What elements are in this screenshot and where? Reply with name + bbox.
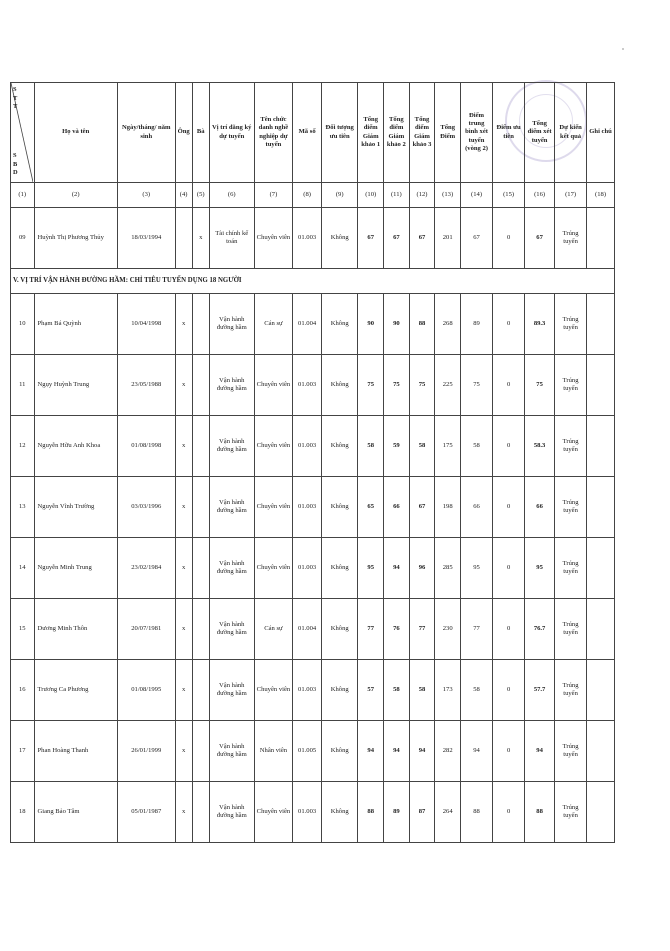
- col-header-title: Tên chức danh nghề nghiệp dự tuyển: [254, 83, 292, 183]
- cell-dob: 18/03/1994: [117, 208, 175, 269]
- cell-name: Giang Bảo Tâm: [34, 782, 117, 843]
- cell-bonus: 0: [493, 599, 525, 660]
- cell-position: Vận hành đường hầm: [209, 294, 254, 355]
- cell-priority: Không: [322, 782, 358, 843]
- col-number: (6): [209, 183, 254, 208]
- cell-code: 01.003: [293, 355, 322, 416]
- col-number: (2): [34, 183, 117, 208]
- cell-name: Nguyễn Vĩnh Trường: [34, 477, 117, 538]
- cell-final: 94: [525, 721, 555, 782]
- table-row: [11, 416, 615, 477]
- cell-code: 01.003: [293, 538, 322, 599]
- col-header-dob: Ngày/tháng/ năm sinh: [117, 83, 175, 183]
- cell-position: Vận hành đường hầm: [209, 599, 254, 660]
- cell-position: Vận hành đường hầm: [209, 660, 254, 721]
- cell-priority: Không: [322, 599, 358, 660]
- col-number: (1): [11, 183, 35, 208]
- cell-stt: 16: [11, 660, 35, 721]
- cell-gk1: 75: [358, 355, 384, 416]
- cell-position: Vận hành đường hầm: [209, 416, 254, 477]
- cell-gk2: 76: [384, 599, 410, 660]
- cell-title: Nhân viên: [254, 721, 292, 782]
- cell-title: Chuyên viên: [254, 416, 292, 477]
- table-row: [11, 599, 615, 660]
- cell-code: 01.004: [293, 294, 322, 355]
- cell-note: [587, 538, 615, 599]
- cell-final: 66: [525, 477, 555, 538]
- col-header-note: Ghi chú: [587, 83, 615, 183]
- cell-result: Trúng tuyển: [555, 660, 587, 721]
- col-number: (16): [525, 183, 555, 208]
- cell-dob: 20/07/1981: [117, 599, 175, 660]
- cell-total: 282: [435, 721, 461, 782]
- cell-name: Nguyễn Hữu Anh Khoa: [34, 416, 117, 477]
- table-row: [11, 208, 615, 269]
- cell-female: [192, 660, 209, 721]
- cell-gk1: 65: [358, 477, 384, 538]
- cell-name: Phạm Bá Quỳnh: [34, 294, 117, 355]
- cell-position: Vận hành đường hầm: [209, 355, 254, 416]
- sbd-label: S B D: [13, 152, 18, 177]
- cell-note: [587, 355, 615, 416]
- cell-dob: 05/01/1987: [117, 782, 175, 843]
- cell-total: 175: [435, 416, 461, 477]
- cell-title: Chuyên viên: [254, 355, 292, 416]
- results-sheet: [10, 82, 615, 843]
- cell-avg: 67: [461, 208, 493, 269]
- cell-male: x: [175, 538, 192, 599]
- cell-note: [587, 782, 615, 843]
- section-title: V. VỊ TRÍ VẬN HÀNH ĐƯỜNG HẦM: CHỈ TIÊU TUYỂN DỤNG 18 NGƯỜI: [11, 269, 615, 294]
- col-header-priority: Đối tượng ưu tiên: [322, 83, 358, 183]
- cell-bonus: 0: [493, 721, 525, 782]
- cell-female: [192, 416, 209, 477]
- cell-dob: 23/05/1988: [117, 355, 175, 416]
- cell-gk1: 67: [358, 208, 384, 269]
- cell-avg: 88: [461, 782, 493, 843]
- col-header-avg: Điểm trung bình xét tuyển (vòng 2): [461, 83, 493, 183]
- cell-title: Cán sự: [254, 294, 292, 355]
- column-number-row: [11, 183, 615, 208]
- cell-female: [192, 599, 209, 660]
- cell-dob: 23/02/1984: [117, 538, 175, 599]
- col-header-result: Dự kiến kết quả: [555, 83, 587, 183]
- cell-result: Trúng tuyển: [555, 294, 587, 355]
- col-number: (7): [254, 183, 292, 208]
- cell-priority: Không: [322, 294, 358, 355]
- cell-female: [192, 538, 209, 599]
- stt-sbd-header: [11, 83, 35, 183]
- col-number: (15): [493, 183, 525, 208]
- cell-note: [587, 477, 615, 538]
- cell-stt: 14: [11, 538, 35, 599]
- cell-total: 285: [435, 538, 461, 599]
- cell-name: Ngụy Huỳnh Trung: [34, 355, 117, 416]
- cell-avg: 66: [461, 477, 493, 538]
- cell-title: Chuyên viên: [254, 660, 292, 721]
- cell-final: 58.3: [525, 416, 555, 477]
- col-header-name: Họ và tên: [34, 83, 117, 183]
- cell-male: x: [175, 355, 192, 416]
- col-header-final: Tổng điểm xét tuyển: [525, 83, 555, 183]
- cell-total: 173: [435, 660, 461, 721]
- cell-stt: 15: [11, 599, 35, 660]
- col-number: (4): [175, 183, 192, 208]
- cell-result: Trúng tuyển: [555, 599, 587, 660]
- cell-position: Vận hành đường hầm: [209, 721, 254, 782]
- cell-gk3: 87: [409, 782, 435, 843]
- cell-bonus: 0: [493, 416, 525, 477]
- cell-gk3: 88: [409, 294, 435, 355]
- col-header-bonus: Điểm ưu tiên: [493, 83, 525, 183]
- cell-total: 230: [435, 599, 461, 660]
- cell-gk3: 58: [409, 416, 435, 477]
- cell-gk3: 94: [409, 721, 435, 782]
- cell-gk2: 94: [384, 538, 410, 599]
- cell-male: x: [175, 599, 192, 660]
- cell-bonus: 0: [493, 477, 525, 538]
- cell-gk2: 66: [384, 477, 410, 538]
- cell-avg: 95: [461, 538, 493, 599]
- cell-gk3: 75: [409, 355, 435, 416]
- col-header-male: Ông: [175, 83, 192, 183]
- table-row: [11, 782, 615, 843]
- cell-code: 01.003: [293, 208, 322, 269]
- col-number: (8): [293, 183, 322, 208]
- cell-bonus: 0: [493, 355, 525, 416]
- cell-gk2: 59: [384, 416, 410, 477]
- cell-position: Vận hành đường hầm: [209, 538, 254, 599]
- cell-priority: Không: [322, 721, 358, 782]
- cell-gk2: 89: [384, 782, 410, 843]
- col-header-code: Mã số: [293, 83, 322, 183]
- cell-dob: 03/03/1996: [117, 477, 175, 538]
- cell-name: Huỳnh Thị Phương Thủy: [34, 208, 117, 269]
- cell-position: Vận hành đường hầm: [209, 477, 254, 538]
- cell-final: 76.7: [525, 599, 555, 660]
- cell-gk3: 58: [409, 660, 435, 721]
- cell-avg: 58: [461, 660, 493, 721]
- cell-gk1: 95: [358, 538, 384, 599]
- cell-gk3: 67: [409, 477, 435, 538]
- cell-bonus: 0: [493, 660, 525, 721]
- cell-code: 01.003: [293, 416, 322, 477]
- cell-female: x: [192, 208, 209, 269]
- cell-female: [192, 294, 209, 355]
- cell-male: x: [175, 721, 192, 782]
- cell-result: Trúng tuyển: [555, 721, 587, 782]
- cell-stt: 17: [11, 721, 35, 782]
- col-number: (5): [192, 183, 209, 208]
- cell-note: [587, 721, 615, 782]
- cell-stt: 13: [11, 477, 35, 538]
- cell-result: Trúng tuyển: [555, 208, 587, 269]
- cell-total: 201: [435, 208, 461, 269]
- cell-final: 95: [525, 538, 555, 599]
- cell-result: Trúng tuyển: [555, 416, 587, 477]
- cell-priority: Không: [322, 416, 358, 477]
- cell-priority: Không: [322, 355, 358, 416]
- cell-name: Dương Minh Thôn: [34, 599, 117, 660]
- cell-title: Chuyên viên: [254, 782, 292, 843]
- col-number: (11): [384, 183, 410, 208]
- cell-total: 264: [435, 782, 461, 843]
- cell-female: [192, 782, 209, 843]
- cell-gk1: 94: [358, 721, 384, 782]
- cell-gk1: 58: [358, 416, 384, 477]
- cell-avg: 75: [461, 355, 493, 416]
- table-row: [11, 355, 615, 416]
- cell-title: Cán sự: [254, 599, 292, 660]
- table-row: [11, 538, 615, 599]
- cell-total: 268: [435, 294, 461, 355]
- cell-gk3: 67: [409, 208, 435, 269]
- cell-note: [587, 208, 615, 269]
- cell-title: Chuyên viên: [254, 538, 292, 599]
- col-number: (12): [409, 183, 435, 208]
- cell-priority: Không: [322, 538, 358, 599]
- cell-gk3: 77: [409, 599, 435, 660]
- cell-dob: 10/04/1998: [117, 294, 175, 355]
- cell-stt: 09: [11, 208, 35, 269]
- col-number: (3): [117, 183, 175, 208]
- col-header-gk2: Tổng điểm Giám khảo 2: [384, 83, 410, 183]
- cell-code: 01.004: [293, 599, 322, 660]
- cell-stt: 10: [11, 294, 35, 355]
- col-number: (18): [587, 183, 615, 208]
- cell-gk2: 75: [384, 355, 410, 416]
- cell-avg: 94: [461, 721, 493, 782]
- cell-note: [587, 416, 615, 477]
- stt-label: S T T: [13, 86, 18, 111]
- cell-stt: 12: [11, 416, 35, 477]
- cell-final: 67: [525, 208, 555, 269]
- cell-title: Chuyên viên: [254, 208, 292, 269]
- col-header-total: Tổng Điểm: [435, 83, 461, 183]
- table-row: [11, 660, 615, 721]
- cell-bonus: 0: [493, 208, 525, 269]
- cell-priority: Không: [322, 208, 358, 269]
- results-table: [10, 82, 615, 843]
- cell-code: 01.005: [293, 721, 322, 782]
- cell-female: [192, 721, 209, 782]
- cell-gk1: 90: [358, 294, 384, 355]
- cell-code: 01.003: [293, 660, 322, 721]
- cell-result: Trúng tuyển: [555, 538, 587, 599]
- cell-gk2: 67: [384, 208, 410, 269]
- cell-final: 75: [525, 355, 555, 416]
- cell-note: [587, 599, 615, 660]
- section-header-row: [11, 269, 615, 294]
- cell-final: 57.7: [525, 660, 555, 721]
- col-number: (13): [435, 183, 461, 208]
- cell-dob: 26/01/1999: [117, 721, 175, 782]
- scan-speck: [622, 48, 624, 50]
- cell-name: Nguyễn Minh Trung: [34, 538, 117, 599]
- cell-name: Trương Ca Phương: [34, 660, 117, 721]
- cell-gk1: 88: [358, 782, 384, 843]
- table-row: [11, 477, 615, 538]
- cell-position: Vận hành đường hầm: [209, 782, 254, 843]
- cell-male: x: [175, 660, 192, 721]
- cell-bonus: 0: [493, 538, 525, 599]
- col-number: (14): [461, 183, 493, 208]
- cell-stt: 18: [11, 782, 35, 843]
- cell-code: 01.003: [293, 782, 322, 843]
- col-header-position: Vị trí đăng ký dự tuyển: [209, 83, 254, 183]
- cell-female: [192, 355, 209, 416]
- col-header-female: Bà: [192, 83, 209, 183]
- cell-result: Trúng tuyển: [555, 477, 587, 538]
- cell-final: 88: [525, 782, 555, 843]
- cell-male: x: [175, 782, 192, 843]
- cell-total: 198: [435, 477, 461, 538]
- col-number: (17): [555, 183, 587, 208]
- cell-male: x: [175, 294, 192, 355]
- cell-title: Chuyên viên: [254, 477, 292, 538]
- cell-avg: 89: [461, 294, 493, 355]
- cell-note: [587, 294, 615, 355]
- cell-male: x: [175, 416, 192, 477]
- cell-position: Tài chính kế toán: [209, 208, 254, 269]
- cell-result: Trúng tuyển: [555, 355, 587, 416]
- cell-name: Phan Hoàng Thanh: [34, 721, 117, 782]
- cell-female: [192, 477, 209, 538]
- cell-bonus: 0: [493, 782, 525, 843]
- table-row: [11, 721, 615, 782]
- header-row: [11, 83, 615, 183]
- cell-priority: Không: [322, 477, 358, 538]
- col-header-gk3: Tổng điểm Giám khảo 3: [409, 83, 435, 183]
- cell-dob: 01/08/1998: [117, 416, 175, 477]
- cell-gk2: 94: [384, 721, 410, 782]
- table-row: [11, 294, 615, 355]
- cell-male: [175, 208, 192, 269]
- cell-gk2: 58: [384, 660, 410, 721]
- cell-gk3: 96: [409, 538, 435, 599]
- col-number: (10): [358, 183, 384, 208]
- cell-dob: 01/08/1995: [117, 660, 175, 721]
- cell-note: [587, 660, 615, 721]
- cell-bonus: 0: [493, 294, 525, 355]
- cell-result: Trúng tuyển: [555, 782, 587, 843]
- cell-stt: 11: [11, 355, 35, 416]
- cell-code: 01.003: [293, 477, 322, 538]
- col-header-gk1: Tổng điểm Giám khảo 1: [358, 83, 384, 183]
- cell-avg: 77: [461, 599, 493, 660]
- cell-gk1: 57: [358, 660, 384, 721]
- cell-gk2: 90: [384, 294, 410, 355]
- cell-avg: 58: [461, 416, 493, 477]
- cell-gk1: 77: [358, 599, 384, 660]
- cell-final: 89.3: [525, 294, 555, 355]
- cell-male: x: [175, 477, 192, 538]
- cell-priority: Không: [322, 660, 358, 721]
- cell-total: 225: [435, 355, 461, 416]
- col-number: (9): [322, 183, 358, 208]
